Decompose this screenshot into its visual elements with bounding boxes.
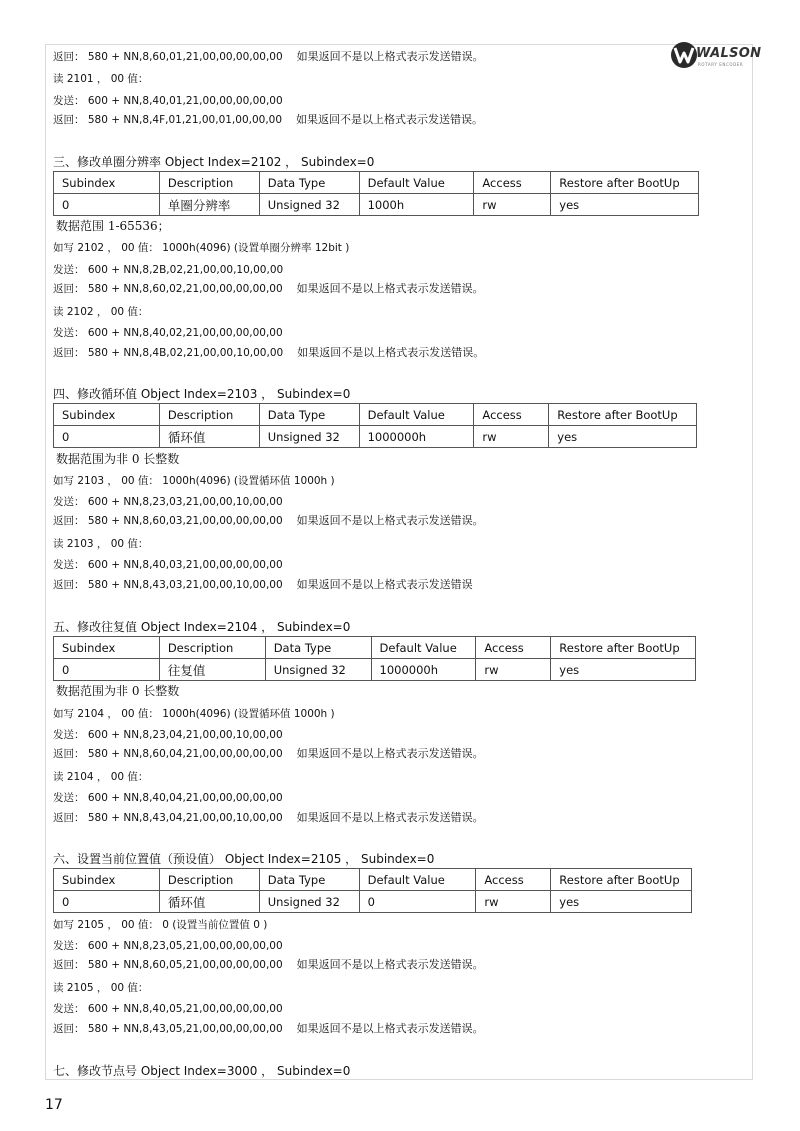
col-data-type: Data Type: [265, 637, 371, 659]
section3-line: 返回： 580 + NN,8,60,02,21,00,00,00,00,00 如果返回不是以上格式表示发送错误。: [53, 282, 484, 295]
section3-table: [53, 171, 699, 216]
section6-line: 发送： 600 + NN,8,23,05,21,00,00,00,00,00: [53, 940, 283, 952]
cell-subindex: 0: [54, 891, 160, 913]
cell-data-type: Unsigned 32: [259, 891, 359, 913]
walson-logo-icon: [670, 40, 698, 70]
col-description: Description: [159, 637, 265, 659]
section7-heading: 七、修改节点号 Object Index=3000 ， Subindex=0: [53, 1064, 351, 1078]
section5-table: [53, 636, 696, 681]
top-read-label: 读 2101 ， 00 值：: [53, 73, 149, 85]
page-number: 17: [45, 1097, 63, 1113]
section5-range: 数据范围为非 0 长整数: [56, 684, 180, 698]
cell-access: rw: [476, 659, 551, 681]
col-description: Description: [159, 172, 259, 194]
cell-restore: yes: [551, 891, 692, 913]
section4-line: 返回： 580 + NN,8,43,03,21,00,00,10,00,00 如果返回不是以上格式表示发送错误: [53, 578, 473, 591]
section6-line: 返回： 580 + NN,8,43,05,21,00,00,00,00,00 如果返回不是以上格式表示发送错误。: [53, 1022, 484, 1035]
col-data-type: Data Type: [259, 869, 359, 891]
col-access: Access: [474, 404, 549, 426]
table-header-row: [54, 637, 696, 659]
cell-restore: yes: [551, 659, 696, 681]
table-header-row: [54, 404, 697, 426]
col-subindex: Subindex: [54, 172, 160, 194]
col-access: Access: [476, 869, 551, 891]
section5-line: 如写 2104 ， 00 值： 1000h(4096) (设置循环值 1000h ): [53, 708, 335, 720]
section6-table: [53, 868, 692, 913]
top-reply-1: 返回： 580 + NN,8,60,01,21,00,00,00,00,00 如果返回不是以上格式表示发送错误。: [53, 50, 484, 63]
cell-subindex: 0: [54, 426, 160, 448]
cell-description: 循环值: [159, 426, 259, 448]
cell-description: 单圈分辨率: [159, 194, 259, 216]
logo-brand: WALSON: [696, 46, 762, 61]
table-row: [54, 426, 697, 448]
col-default-value: Default Value: [359, 172, 474, 194]
section4-range: 数据范围为非 0 长整数: [56, 452, 180, 466]
cell-description: 往复值: [159, 659, 265, 681]
section6-line: 如写 2105 ， 00 值： 0 (设置当前位置值 0 ): [53, 919, 268, 931]
section3-range: 数据范围 1-65536；: [56, 219, 170, 233]
table-header-row: [54, 172, 699, 194]
section4-line: 读 2103 ， 00 值：: [53, 538, 149, 550]
section3-line: 发送： 600 + NN,8,40,02,21,00,00,00,00,00: [53, 327, 283, 339]
col-default-value: Default Value: [359, 869, 476, 891]
section3-line: 读 2102 ， 00 值：: [53, 306, 149, 318]
cell-default-value: 1000000h: [359, 426, 474, 448]
cell-access: rw: [476, 891, 551, 913]
section4-heading: 四、修改循环值 Object Index=2103 ， Subindex=0: [53, 387, 351, 401]
section4-line: 如写 2103 ， 00 值： 1000h(4096) (设置循环值 1000h ): [53, 475, 335, 487]
section3-line: 返回： 580 + NN,8,4B,02,21,00,00,10,00,00 如果返回不是以上格式表示发送错误。: [53, 346, 485, 359]
section5-line: 返回： 580 + NN,8,43,04,21,00,00,10,00,00 如果返回不是以上格式表示发送错误。: [53, 811, 484, 824]
col-default-value: Default Value: [359, 404, 474, 426]
walson-logo: [670, 40, 762, 74]
col-description: Description: [159, 404, 259, 426]
table-header-row: [54, 869, 692, 891]
section3-heading: 三、修改单圈分辨率 Object Index=2102 ， Subindex=0: [53, 155, 375, 169]
section5-line: 发送： 600 + NN,8,40,04,21,00,00,00,00,00: [53, 792, 283, 804]
col-restore: Restore after BootUp: [549, 404, 697, 426]
col-data-type: Data Type: [259, 404, 359, 426]
section5-line: 返回： 580 + NN,8,60,04,21,00,00,00,00,00 如果返回不是以上格式表示发送错误。: [53, 747, 484, 760]
section4-table: [53, 403, 697, 448]
top-reply-2: 返回： 580 + NN,8,4F,01,21,00,01,00,00,00 如果返回不是以上格式表示发送错误。: [53, 113, 484, 126]
col-description: Description: [159, 869, 259, 891]
section5-heading: 五、修改往复值 Object Index=2104 ， Subindex=0: [53, 620, 351, 634]
cell-data-type: Unsigned 32: [259, 426, 359, 448]
cell-subindex: 0: [54, 194, 160, 216]
col-restore: Restore after BootUp: [551, 869, 692, 891]
col-access: Access: [476, 637, 551, 659]
section4-line: 发送： 600 + NN,8,40,03,21,00,00,00,00,00: [53, 559, 283, 571]
section4-line: 发送： 600 + NN,8,23,03,21,00,00,10,00,00: [53, 496, 283, 508]
col-subindex: Subindex: [54, 869, 160, 891]
cell-restore: yes: [549, 426, 697, 448]
top-send-1: 发送： 600 + NN,8,40,01,21,00,00,00,00,00: [53, 95, 283, 107]
cell-description: 循环值: [159, 891, 259, 913]
table-row: [54, 891, 692, 913]
cell-default-value: 1000h: [359, 194, 474, 216]
cell-default-value: 0: [359, 891, 476, 913]
col-access: Access: [474, 172, 551, 194]
section4-line: 返回： 580 + NN,8,60,03,21,00,00,00,00,00 如果返回不是以上格式表示发送错误。: [53, 514, 484, 527]
table-row: [54, 194, 699, 216]
cell-restore: yes: [551, 194, 699, 216]
col-subindex: Subindex: [54, 404, 160, 426]
cell-access: rw: [474, 426, 549, 448]
section6-heading: 六、设置当前位置值（预设值） Object Index=2105 ， Subindex=0: [53, 852, 435, 866]
section6-line: 读 2105 ， 00 值：: [53, 982, 149, 994]
section6-line: 返回： 580 + NN,8,60,05,21,00,00,00,00,00 如果返回不是以上格式表示发送错误。: [53, 958, 484, 971]
cell-data-type: Unsigned 32: [265, 659, 371, 681]
cell-subindex: 0: [54, 659, 160, 681]
logo-tagline: ROTARY ENCODER: [698, 62, 744, 67]
section5-line: 发送： 600 + NN,8,23,04,21,00,00,10,00,00: [53, 729, 283, 741]
section6-line: 发送： 600 + NN,8,40,05,21,00,00,00,00,00: [53, 1003, 283, 1015]
cell-default-value: 1000000h: [371, 659, 476, 681]
section3-line: 发送： 600 + NN,8,2B,02,21,00,00,10,00,00: [53, 264, 284, 276]
table-row: [54, 659, 696, 681]
col-subindex: Subindex: [54, 637, 160, 659]
cell-access: rw: [474, 194, 551, 216]
col-data-type: Data Type: [259, 172, 359, 194]
section5-line: 读 2104 ， 00 值：: [53, 771, 149, 783]
col-restore: Restore after BootUp: [551, 172, 699, 194]
col-default-value: Default Value: [371, 637, 476, 659]
section3-line: 如写 2102 ， 00 值： 1000h(4096) (设置单圈分辨率 12bit ): [53, 242, 350, 254]
col-restore: Restore after BootUp: [551, 637, 696, 659]
cell-data-type: Unsigned 32: [259, 194, 359, 216]
